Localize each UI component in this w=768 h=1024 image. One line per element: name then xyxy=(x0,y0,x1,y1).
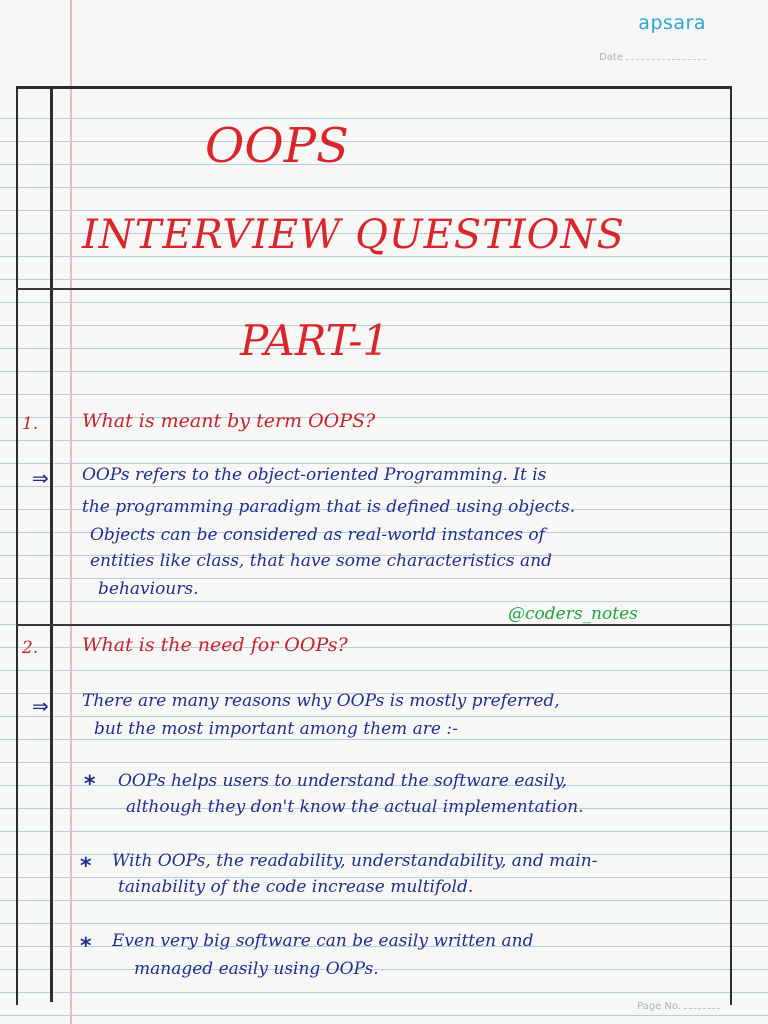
question-1-text: What is meant by term OOPS? xyxy=(82,410,376,432)
answer-1-line: behaviours. xyxy=(98,579,199,599)
title-line-1: OOPS xyxy=(205,118,349,174)
question-2-number: 2. xyxy=(22,638,39,658)
bullet-1-line: although they don't know the actual implementation. xyxy=(126,797,584,817)
question-1-number: 1. xyxy=(22,414,39,434)
bullet-star: * xyxy=(84,772,96,797)
bullet-star: * xyxy=(80,854,92,879)
answer-1-line: the programming paradigm that is defined using objects. xyxy=(82,497,576,517)
title-part: PART-1 xyxy=(240,316,390,365)
page-number-blank xyxy=(684,1008,720,1009)
divider-question-2 xyxy=(16,624,730,626)
answer-2-arrow: ⇒ xyxy=(32,694,49,718)
bullet-2-line: With OOPs, the readability, understandability, and main- xyxy=(112,851,598,871)
answer-1-line: entities like class, that have some characteristics and xyxy=(90,551,553,571)
bullet-1-line: OOPs helps users to understand the software easily, xyxy=(118,771,567,791)
bullet-2-line: tainability of the code increase multifold. xyxy=(118,877,474,897)
answer-2-line: There are many reasons why OOPs is mostly preferred, xyxy=(82,691,560,711)
watermark-handle: @coders_notes xyxy=(508,604,638,624)
bullet-3-line: Even very big software can be easily written and xyxy=(112,931,534,951)
bullet-star: * xyxy=(80,934,92,959)
date-blank xyxy=(626,59,706,60)
brand-logo: apsara xyxy=(638,12,706,34)
page-number-field xyxy=(637,1001,720,1012)
date-label: Date xyxy=(599,52,623,63)
answer-1-line: OOPs refers to the object-oriented Programming. It is xyxy=(82,465,547,485)
bullet-3-line: managed easily using OOPs. xyxy=(134,959,379,979)
divider-title xyxy=(16,288,730,290)
answer-1-line: Objects can be considered as real-world instances of xyxy=(90,525,545,545)
page-number-label: Page No. xyxy=(637,1001,681,1012)
title-line-2: INTERVIEW QUESTIONS xyxy=(82,212,625,258)
date-field xyxy=(599,52,706,63)
answer-1-arrow: ⇒ xyxy=(32,466,49,490)
frame-left-rule xyxy=(50,86,53,1002)
answer-2-line: but the most important among them are :- xyxy=(94,719,458,739)
question-2-text: What is the need for OOPs? xyxy=(82,634,348,656)
